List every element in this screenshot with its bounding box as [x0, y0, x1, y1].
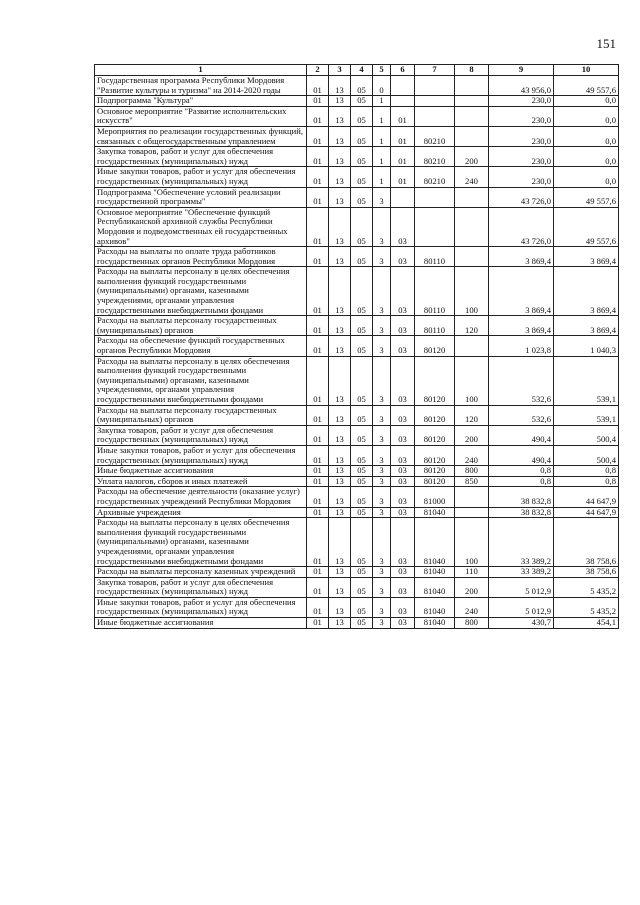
- column-header-8: 8: [455, 65, 489, 76]
- row-name: Расходы на выплаты персоналу государственных (муниципальных) органов: [95, 405, 307, 425]
- row-name: Расходы на выплаты персоналу в целях обеспечения выполнения функций государственными (муниципальными) органами, казенными учреждениями, органами управления государственными внебюджетными фондами: [95, 518, 307, 567]
- code-col-7: 81000: [415, 487, 455, 507]
- code-col-6: [391, 76, 415, 96]
- row-name: Расходы на обеспечение функций государственных органов Республики Мордовия: [95, 336, 307, 356]
- code-col-8: 110: [455, 567, 489, 578]
- code-col-8: 100: [455, 518, 489, 567]
- code-col-4: 05: [351, 618, 373, 629]
- row-name: Мероприятия по реализации государственных функций, связанных с общегосударственным управлением: [95, 126, 307, 146]
- code-col-7: 81040: [415, 518, 455, 567]
- code-col-2: 01: [307, 466, 329, 477]
- code-col-4: 05: [351, 76, 373, 96]
- code-col-6: 03: [391, 618, 415, 629]
- code-col-2: 01: [307, 487, 329, 507]
- row-name: Иные закупки товаров, работ и услуг для обеспечения государственных (муниципальных) нужд: [95, 445, 307, 465]
- code-col-7: [415, 187, 455, 207]
- code-col-5: 3: [373, 187, 391, 207]
- row-name: Закупка товаров, работ и услуг для обеспечения государственных (муниципальных) нужд: [95, 425, 307, 445]
- amount-col-10: 500,4: [554, 425, 619, 445]
- amount-col-9: 1 023,8: [489, 336, 554, 356]
- code-col-5: 1: [373, 106, 391, 126]
- code-col-3: 13: [329, 405, 351, 425]
- amount-col-10: 49 557,6: [554, 187, 619, 207]
- code-col-6: 03: [391, 518, 415, 567]
- code-col-6: 01: [391, 126, 415, 146]
- amount-col-9: 230,0: [489, 106, 554, 126]
- column-header-3: 3: [329, 65, 351, 76]
- table-row: [95, 518, 619, 567]
- code-col-6: 03: [391, 445, 415, 465]
- code-col-4: 05: [351, 147, 373, 167]
- code-col-6: 03: [391, 356, 415, 405]
- code-col-7: 80120: [415, 476, 455, 487]
- code-col-6: 03: [391, 487, 415, 507]
- amount-col-10: 3 869,4: [554, 247, 619, 267]
- code-col-5: 3: [373, 507, 391, 518]
- amount-col-10: 5 435,2: [554, 577, 619, 597]
- row-name: Архивные учреждения: [95, 507, 307, 518]
- amount-col-9: 3 869,4: [489, 267, 554, 316]
- table-row: [95, 167, 619, 187]
- table-row: [95, 336, 619, 356]
- code-col-2: 01: [307, 507, 329, 518]
- table-row: [95, 618, 619, 629]
- code-col-8: 850: [455, 476, 489, 487]
- code-col-2: 01: [307, 247, 329, 267]
- code-col-8: 200: [455, 577, 489, 597]
- code-col-4: 05: [351, 567, 373, 578]
- table-row: [95, 207, 619, 246]
- code-col-7: 80210: [415, 147, 455, 167]
- code-col-6: 01: [391, 147, 415, 167]
- code-col-3: 13: [329, 518, 351, 567]
- amount-col-9: 430,7: [489, 618, 554, 629]
- row-name: Иные бюджетные ассигнования: [95, 618, 307, 629]
- table-row: [95, 507, 619, 518]
- amount-col-9: 230,0: [489, 96, 554, 107]
- row-name: Иные бюджетные ассигнования: [95, 466, 307, 477]
- code-col-7: 80110: [415, 316, 455, 336]
- code-col-2: 01: [307, 476, 329, 487]
- table-row: [95, 405, 619, 425]
- table-row: [95, 316, 619, 336]
- table-row: [95, 466, 619, 477]
- code-col-5: 3: [373, 425, 391, 445]
- code-col-4: 05: [351, 187, 373, 207]
- code-col-3: 13: [329, 267, 351, 316]
- table-body: [95, 76, 619, 629]
- code-col-6: 03: [391, 466, 415, 477]
- amount-col-10: 0,0: [554, 167, 619, 187]
- amount-col-10: 0,8: [554, 476, 619, 487]
- column-header-9: 9: [489, 65, 554, 76]
- amount-col-10: 1 040,3: [554, 336, 619, 356]
- row-name: Расходы на выплаты по оплате труда работников государственных органов Республики Мордовия: [95, 247, 307, 267]
- code-col-4: 05: [351, 106, 373, 126]
- column-header-10: 10: [554, 65, 619, 76]
- code-col-5: 1: [373, 167, 391, 187]
- code-col-5: 3: [373, 487, 391, 507]
- code-col-8: 200: [455, 425, 489, 445]
- table-row: [95, 445, 619, 465]
- column-header-5: 5: [373, 65, 391, 76]
- amount-col-9: 0,8: [489, 466, 554, 477]
- code-col-8: 240: [455, 597, 489, 617]
- code-col-8: 200: [455, 147, 489, 167]
- code-col-7: 80120: [415, 466, 455, 477]
- code-col-5: 3: [373, 247, 391, 267]
- code-col-8: [455, 207, 489, 246]
- amount-col-10: 49 557,6: [554, 76, 619, 96]
- code-col-6: 01: [391, 167, 415, 187]
- amount-col-10: 0,0: [554, 96, 619, 107]
- amount-col-10: 44 647,9: [554, 487, 619, 507]
- amount-col-9: 3 869,4: [489, 316, 554, 336]
- code-col-3: 13: [329, 106, 351, 126]
- code-col-5: 3: [373, 267, 391, 316]
- code-col-5: 3: [373, 618, 391, 629]
- amount-col-10: 0,0: [554, 147, 619, 167]
- code-col-6: 03: [391, 267, 415, 316]
- code-col-7: [415, 207, 455, 246]
- amount-col-10: 3 869,4: [554, 316, 619, 336]
- code-col-7: 80120: [415, 336, 455, 356]
- code-col-5: 3: [373, 597, 391, 617]
- code-col-5: 3: [373, 336, 391, 356]
- table-header-row: [95, 65, 619, 76]
- code-col-6: 03: [391, 507, 415, 518]
- code-col-3: 13: [329, 167, 351, 187]
- code-col-7: 80120: [415, 425, 455, 445]
- code-col-6: 03: [391, 425, 415, 445]
- code-col-8: [455, 487, 489, 507]
- code-col-4: 05: [351, 507, 373, 518]
- table-row: [95, 106, 619, 126]
- table-row: [95, 476, 619, 487]
- amount-col-9: 3 869,4: [489, 247, 554, 267]
- table-row: [95, 126, 619, 146]
- code-col-6: 03: [391, 577, 415, 597]
- table-row: [95, 147, 619, 167]
- code-col-3: 13: [329, 126, 351, 146]
- code-col-3: 13: [329, 76, 351, 96]
- amount-col-10: 539,1: [554, 356, 619, 405]
- code-col-5: 1: [373, 147, 391, 167]
- code-col-5: 3: [373, 445, 391, 465]
- amount-col-9: 43 726,0: [489, 187, 554, 207]
- amount-col-10: 0,0: [554, 106, 619, 126]
- code-col-5: 3: [373, 207, 391, 246]
- code-col-4: 05: [351, 316, 373, 336]
- amount-col-10: 5 435,2: [554, 597, 619, 617]
- code-col-7: 80110: [415, 247, 455, 267]
- amount-col-9: 230,0: [489, 167, 554, 187]
- code-col-5: 3: [373, 577, 391, 597]
- row-name: Расходы на выплаты персоналу в целях обеспечения выполнения функций государственными (муниципальными) органами, казенными учреждениями, органами управления государственными внебюджетными фондами: [95, 267, 307, 316]
- code-col-2: 01: [307, 597, 329, 617]
- code-col-2: 01: [307, 425, 329, 445]
- code-col-5: 1: [373, 126, 391, 146]
- code-col-7: 80120: [415, 405, 455, 425]
- code-col-3: 13: [329, 487, 351, 507]
- code-col-4: 05: [351, 207, 373, 246]
- code-col-2: 01: [307, 445, 329, 465]
- amount-col-10: 539,1: [554, 405, 619, 425]
- code-col-3: 13: [329, 207, 351, 246]
- code-col-5: 1: [373, 96, 391, 107]
- amount-col-9: 43 726,0: [489, 207, 554, 246]
- code-col-2: 01: [307, 106, 329, 126]
- amount-col-9: 490,4: [489, 425, 554, 445]
- row-name: Подпрограмма "Обеспечение условий реализации государственной программы": [95, 187, 307, 207]
- code-col-6: 03: [391, 316, 415, 336]
- table-row: [95, 247, 619, 267]
- code-col-6: 03: [391, 207, 415, 246]
- code-col-2: 01: [307, 76, 329, 96]
- code-col-3: 13: [329, 187, 351, 207]
- code-col-3: 13: [329, 618, 351, 629]
- code-col-7: [415, 76, 455, 96]
- code-col-2: 01: [307, 147, 329, 167]
- amount-col-9: 43 956,0: [489, 76, 554, 96]
- code-col-3: 13: [329, 567, 351, 578]
- amount-col-10: 38 758,6: [554, 518, 619, 567]
- code-col-5: 3: [373, 316, 391, 336]
- code-col-3: 13: [329, 476, 351, 487]
- code-col-2: 01: [307, 405, 329, 425]
- code-col-5: 3: [373, 476, 391, 487]
- code-col-3: 13: [329, 445, 351, 465]
- code-col-4: 05: [351, 247, 373, 267]
- code-col-8: 800: [455, 466, 489, 477]
- code-col-8: 240: [455, 445, 489, 465]
- code-col-2: 01: [307, 618, 329, 629]
- column-header-7: 7: [415, 65, 455, 76]
- code-col-8: [455, 126, 489, 146]
- code-col-7: 81040: [415, 597, 455, 617]
- code-col-6: 03: [391, 405, 415, 425]
- amount-col-9: 230,0: [489, 126, 554, 146]
- code-col-3: 13: [329, 316, 351, 336]
- code-col-3: 13: [329, 577, 351, 597]
- code-col-2: 01: [307, 577, 329, 597]
- code-col-7: [415, 96, 455, 107]
- amount-col-10: 454,1: [554, 618, 619, 629]
- row-name: Иные закупки товаров, работ и услуг для обеспечения государственных (муниципальных) нужд: [95, 167, 307, 187]
- column-header-1: 1: [95, 65, 307, 76]
- table-row: [95, 356, 619, 405]
- table-row: [95, 567, 619, 578]
- code-col-8: [455, 187, 489, 207]
- table-row: [95, 267, 619, 316]
- amount-col-10: 38 758,6: [554, 567, 619, 578]
- code-col-4: 05: [351, 476, 373, 487]
- row-name: Основное мероприятие "Обеспечение функций Республиканской архивной службы Республики Мордовия и подведомственных ей государственных архивов": [95, 207, 307, 246]
- code-col-7: 81040: [415, 618, 455, 629]
- row-name: Закупка товаров, работ и услуг для обеспечения государственных (муниципальных) нужд: [95, 577, 307, 597]
- code-col-4: 05: [351, 487, 373, 507]
- table-row: [95, 577, 619, 597]
- code-col-8: 100: [455, 267, 489, 316]
- code-col-4: 05: [351, 425, 373, 445]
- amount-col-10: 49 557,6: [554, 207, 619, 246]
- code-col-2: 01: [307, 316, 329, 336]
- code-col-8: [455, 106, 489, 126]
- amount-col-9: 33 389,2: [489, 567, 554, 578]
- amount-col-9: 532,6: [489, 405, 554, 425]
- table-row: [95, 96, 619, 107]
- code-col-8: [455, 76, 489, 96]
- code-col-3: 13: [329, 507, 351, 518]
- code-col-4: 05: [351, 577, 373, 597]
- code-col-4: 05: [351, 597, 373, 617]
- code-col-4: 05: [351, 167, 373, 187]
- code-col-7: 80110: [415, 267, 455, 316]
- column-header-2: 2: [307, 65, 329, 76]
- code-col-7: [415, 106, 455, 126]
- code-col-2: 01: [307, 207, 329, 246]
- code-col-2: 01: [307, 518, 329, 567]
- code-col-2: 01: [307, 336, 329, 356]
- code-col-4: 05: [351, 405, 373, 425]
- code-col-8: [455, 96, 489, 107]
- table-row: [95, 597, 619, 617]
- code-col-6: 03: [391, 567, 415, 578]
- code-col-2: 01: [307, 167, 329, 187]
- row-name: Расходы на выплаты персоналу государственных (муниципальных) органов: [95, 316, 307, 336]
- code-col-7: 80120: [415, 445, 455, 465]
- code-col-7: 80210: [415, 167, 455, 187]
- code-col-5: 3: [373, 567, 391, 578]
- code-col-6: 03: [391, 336, 415, 356]
- budget-table: [94, 64, 619, 629]
- row-name: Расходы на выплаты персоналу в целях обеспечения выполнения функций государственными (муниципальными) органами, казенными учреждениями, органами управления государственными внебюджетными фондами: [95, 356, 307, 405]
- row-name: Государственная программа Республики Мордовия "Развитие культуры и туризма" на 2014-2020 годы: [95, 76, 307, 96]
- row-name: Расходы на выплаты персоналу казенных учреждений: [95, 567, 307, 578]
- code-col-8: 100: [455, 356, 489, 405]
- code-col-3: 13: [329, 356, 351, 405]
- amount-col-10: 0,0: [554, 126, 619, 146]
- row-name: Уплата налогов, сборов и иных платежей: [95, 476, 307, 487]
- code-col-6: 03: [391, 247, 415, 267]
- code-col-4: 05: [351, 267, 373, 316]
- code-col-3: 13: [329, 147, 351, 167]
- code-col-7: 81040: [415, 577, 455, 597]
- code-col-4: 05: [351, 445, 373, 465]
- code-col-5: 3: [373, 518, 391, 567]
- amount-col-10: 0,8: [554, 466, 619, 477]
- code-col-2: 01: [307, 267, 329, 316]
- code-col-3: 13: [329, 425, 351, 445]
- amount-col-9: 230,0: [489, 147, 554, 167]
- code-col-3: 13: [329, 247, 351, 267]
- amount-col-10: 3 869,4: [554, 267, 619, 316]
- code-col-8: 800: [455, 618, 489, 629]
- code-col-4: 05: [351, 126, 373, 146]
- code-col-8: [455, 247, 489, 267]
- code-col-4: 05: [351, 518, 373, 567]
- row-name: Основное мероприятие "Развитие исполнительских искусств": [95, 106, 307, 126]
- code-col-4: 05: [351, 466, 373, 477]
- column-header-6: 6: [391, 65, 415, 76]
- code-col-4: 05: [351, 336, 373, 356]
- row-name: Подпрограмма "Культура": [95, 96, 307, 107]
- code-col-8: [455, 507, 489, 518]
- code-col-8: [455, 336, 489, 356]
- amount-col-9: 490,4: [489, 445, 554, 465]
- code-col-5: 3: [373, 405, 391, 425]
- code-col-2: 01: [307, 567, 329, 578]
- amount-col-9: 38 832,8: [489, 487, 554, 507]
- code-col-6: 01: [391, 106, 415, 126]
- page-number: 151: [596, 36, 616, 51]
- code-col-6: 03: [391, 476, 415, 487]
- code-col-5: 3: [373, 466, 391, 477]
- code-col-7: 81040: [415, 507, 455, 518]
- column-header-4: 4: [351, 65, 373, 76]
- code-col-6: [391, 96, 415, 107]
- code-col-3: 13: [329, 336, 351, 356]
- code-col-8: 240: [455, 167, 489, 187]
- code-col-2: 01: [307, 96, 329, 107]
- code-col-7: 80120: [415, 356, 455, 405]
- amount-col-9: 0,8: [489, 476, 554, 487]
- code-col-8: 120: [455, 405, 489, 425]
- amount-col-10: 500,4: [554, 445, 619, 465]
- code-col-5: 3: [373, 356, 391, 405]
- amount-col-9: 532,6: [489, 356, 554, 405]
- amount-col-10: 44 647,9: [554, 507, 619, 518]
- code-col-4: 05: [351, 356, 373, 405]
- amount-col-9: 38 832,8: [489, 507, 554, 518]
- code-col-3: 13: [329, 597, 351, 617]
- code-col-7: 80210: [415, 126, 455, 146]
- code-col-2: 01: [307, 356, 329, 405]
- code-col-3: 13: [329, 96, 351, 107]
- code-col-3: 13: [329, 466, 351, 477]
- code-col-5: 0: [373, 76, 391, 96]
- code-col-2: 01: [307, 126, 329, 146]
- table-row: [95, 187, 619, 207]
- row-name: Закупка товаров, работ и услуг для обеспечения государственных (муниципальных) нужд: [95, 147, 307, 167]
- code-col-6: 03: [391, 597, 415, 617]
- table-row: [95, 76, 619, 96]
- table-row: [95, 487, 619, 507]
- code-col-6: [391, 187, 415, 207]
- code-col-7: 81040: [415, 567, 455, 578]
- row-name: Иные закупки товаров, работ и услуг для обеспечения государственных (муниципальных) нужд: [95, 597, 307, 617]
- code-col-4: 05: [351, 96, 373, 107]
- amount-col-9: 33 389,2: [489, 518, 554, 567]
- code-col-2: 01: [307, 187, 329, 207]
- table-row: [95, 425, 619, 445]
- code-col-8: 120: [455, 316, 489, 336]
- amount-col-9: 5 012,9: [489, 597, 554, 617]
- row-name: Расходы на обеспечение деятельности (оказание услуг) государственных учреждений Республики Мордовия: [95, 487, 307, 507]
- amount-col-9: 5 012,9: [489, 577, 554, 597]
